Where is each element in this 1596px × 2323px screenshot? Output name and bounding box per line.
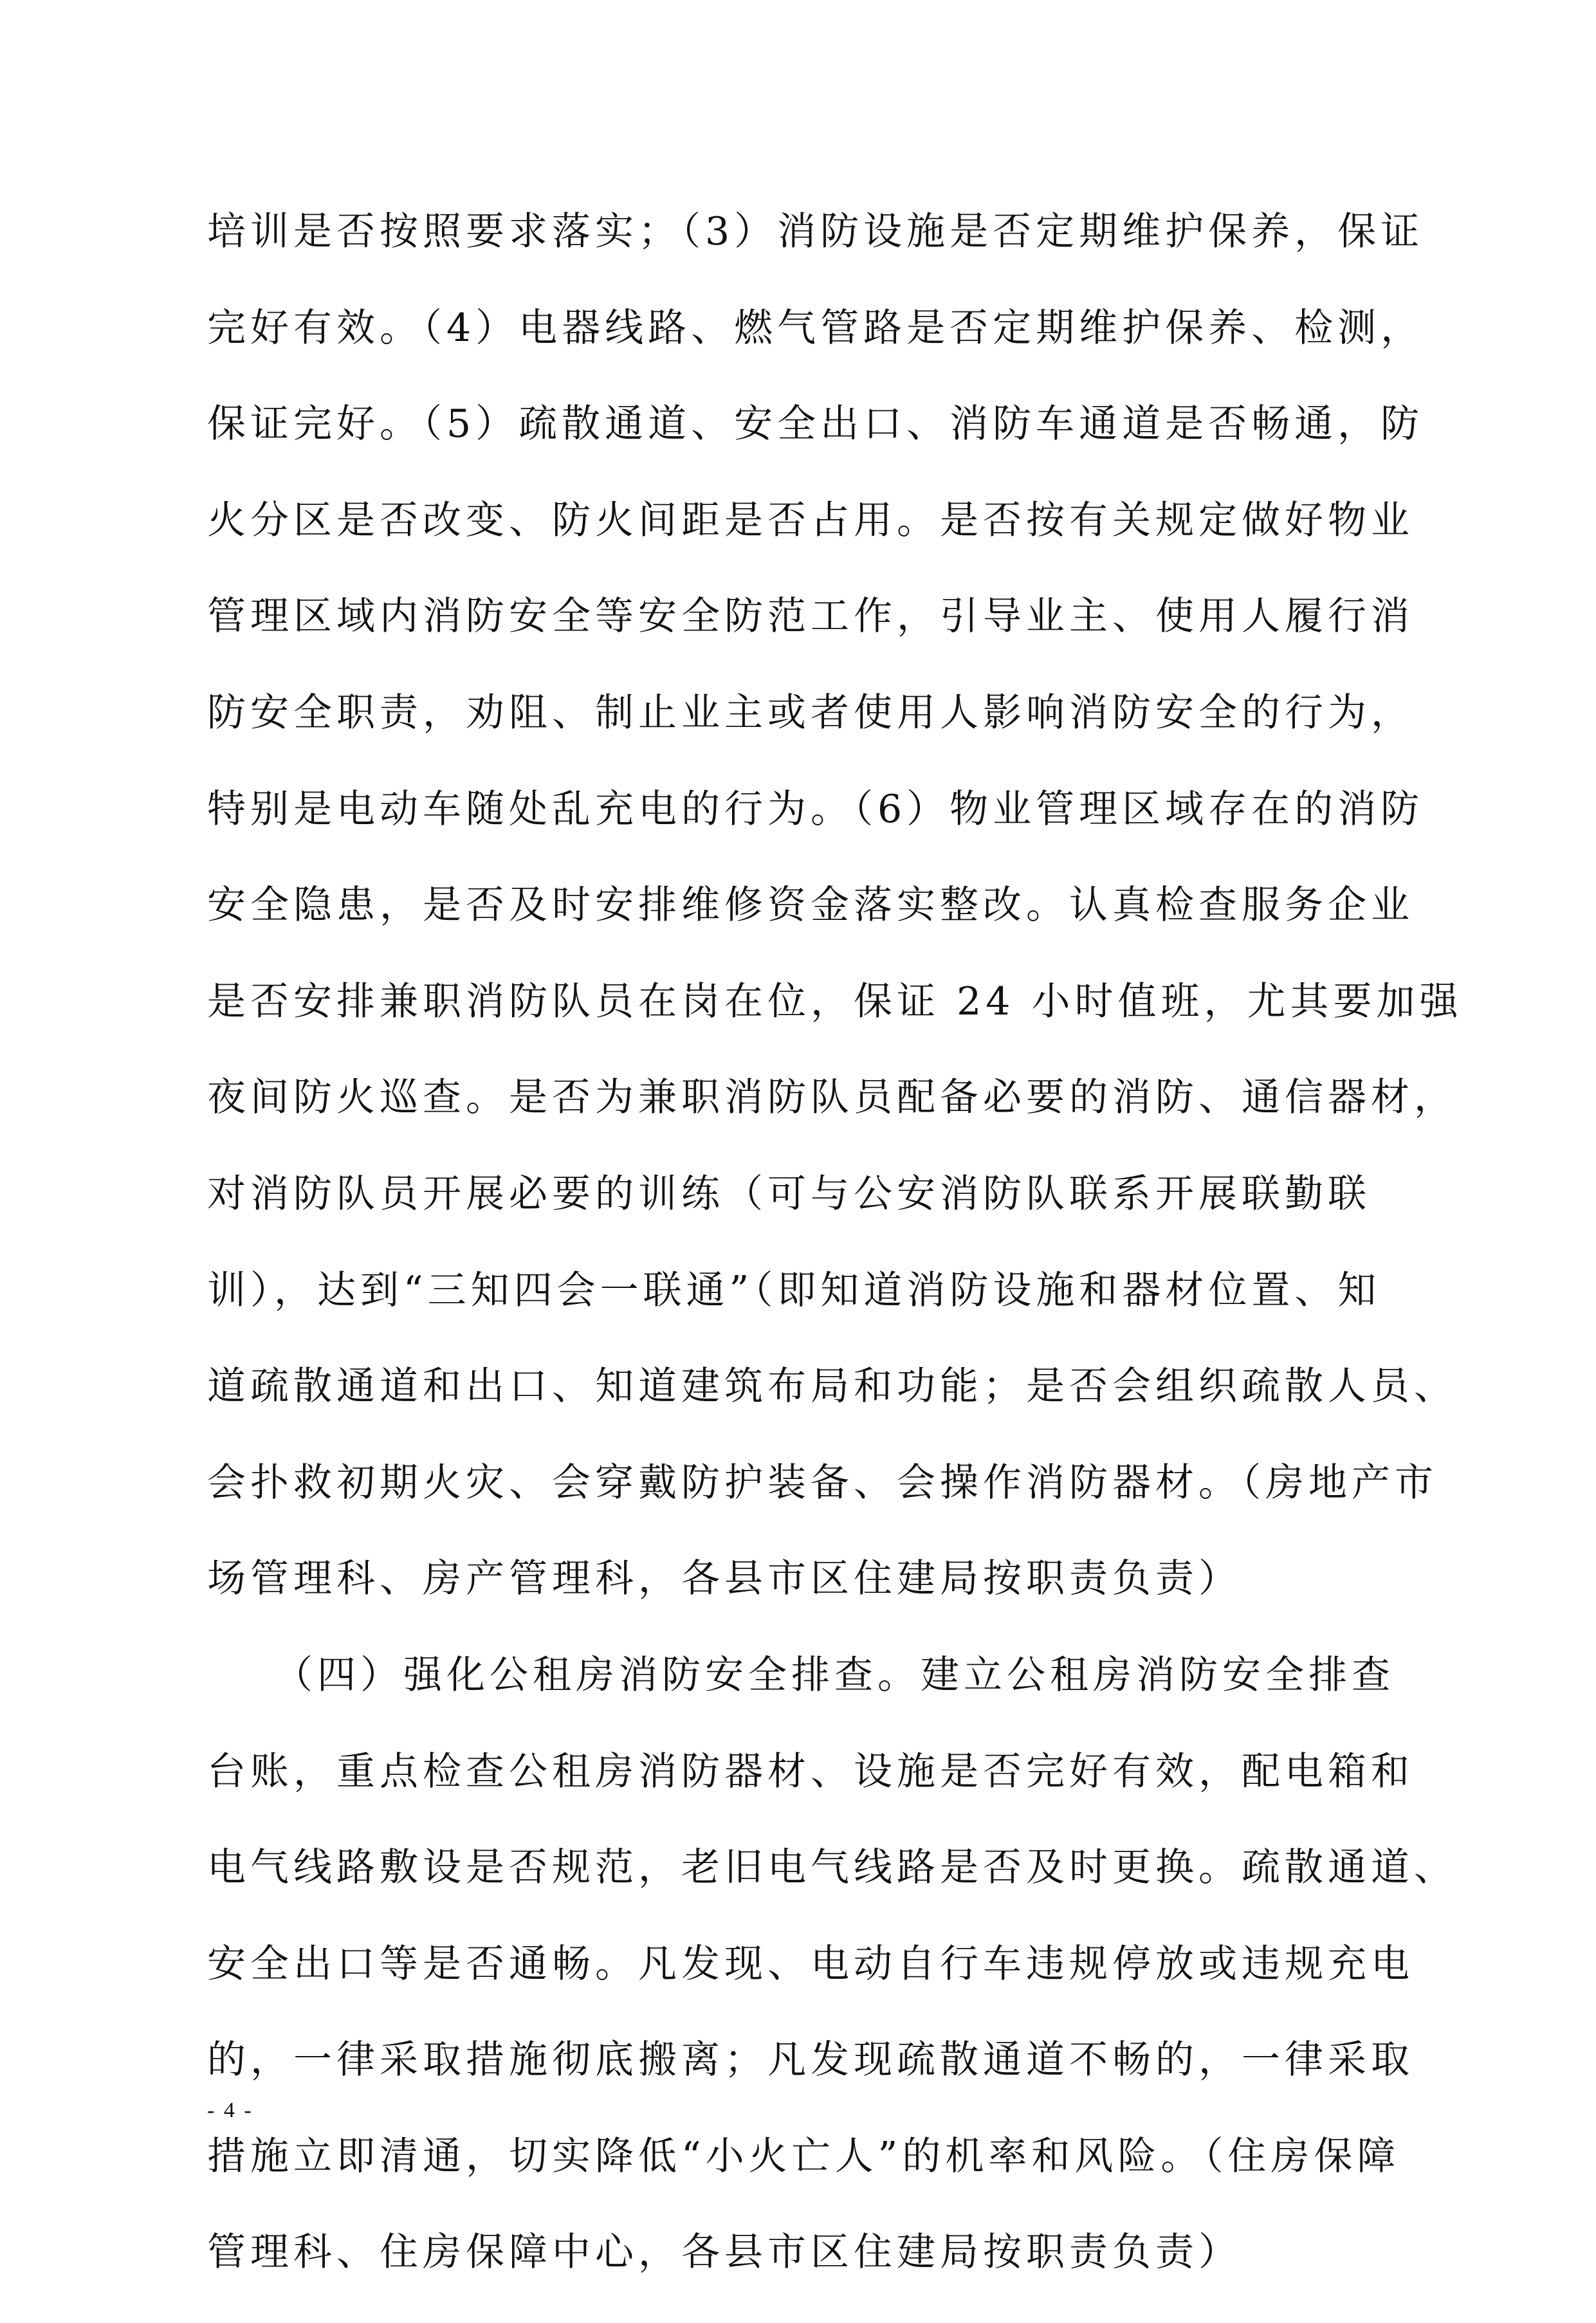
text-line: 防安全职责，劝阻、制止业主或者使用人影响消防安全的行为， xyxy=(207,690,1414,735)
text-line: 管理科、住房保障中心，各县市区住建局按职责负责） xyxy=(207,2230,1242,2275)
text-line: 场管理科、房产管理科，各县市区住建局按职责负责） xyxy=(207,1556,1242,1602)
text-line: 培训是否按照要求落实；（3）消防设施是否定期维护保养，保证 xyxy=(207,209,1424,254)
text-line: 火分区是否改变、防火间距是否占用。是否按有关规定做好物业 xyxy=(207,497,1414,543)
text-line: 道疏散通道和出口、知道建筑布局和功能；是否会组织疏散人员、 xyxy=(207,1364,1457,1409)
text-line: 训），达到“三知四会一联通”（即知道消防设施和器材位置、知 xyxy=(207,1267,1381,1313)
text-line: 台账，重点检查公租房消防器材、设施是否完好有效，配电箱和 xyxy=(207,1749,1414,1794)
section-heading-line: （四）强化公租房消防安全排查。建立公租房消防安全排查 xyxy=(207,1652,1395,1698)
text-line: 会扑救初期火灾、会穿戴防护装备、会操作消防器材。（房地产市 xyxy=(207,1460,1438,1505)
text-line: 是否安排兼职消防队员在岗在位，保证 24 小时值班，尤其要加强 xyxy=(207,978,1463,1024)
text-line: 措施立即清通，切实降低“小火亡人”的机率和风险。（住房保障 xyxy=(207,2133,1400,2179)
text-line: 安全出口等是否通畅。凡发现、电动自行车违规停放或违规充电 xyxy=(207,1941,1414,1987)
text-line: 的，一律采取措施彻底搬离；凡发现疏散通道不畅的，一律采取 xyxy=(207,2037,1414,2083)
text-line: 特别是电动车随处乱充电的行为。（6）物业管理区域存在的消防 xyxy=(207,786,1424,832)
text-line: 对消防队员开展必要的训练（可与公安消防队联系开展联勤联 xyxy=(207,1171,1371,1217)
text-line: 夜间防火巡查。是否为兼职消防队员配备必要的消防、通信器材， xyxy=(207,1075,1457,1121)
text-line: 安全隐患，是否及时安排维修资金落实整改。认真检查服务企业 xyxy=(207,883,1414,928)
text-line: 保证完好。（5）疏散通道、安全出口、消防车通道是否畅通，防 xyxy=(207,401,1424,447)
text-line: 管理区域内消防安全等安全防范工作，引导业主、使用人履行消 xyxy=(207,594,1414,639)
page-number: - 4 - xyxy=(207,2098,253,2122)
body-text xyxy=(207,206,1463,2323)
text-line: 电气线路敷设是否规范，老旧电气线路是否及时更换。疏散通道、 xyxy=(207,1845,1457,1891)
text-line: 完好有效。（4）电器线路、燃气管路是否定期维护保养、检测， xyxy=(207,305,1424,351)
